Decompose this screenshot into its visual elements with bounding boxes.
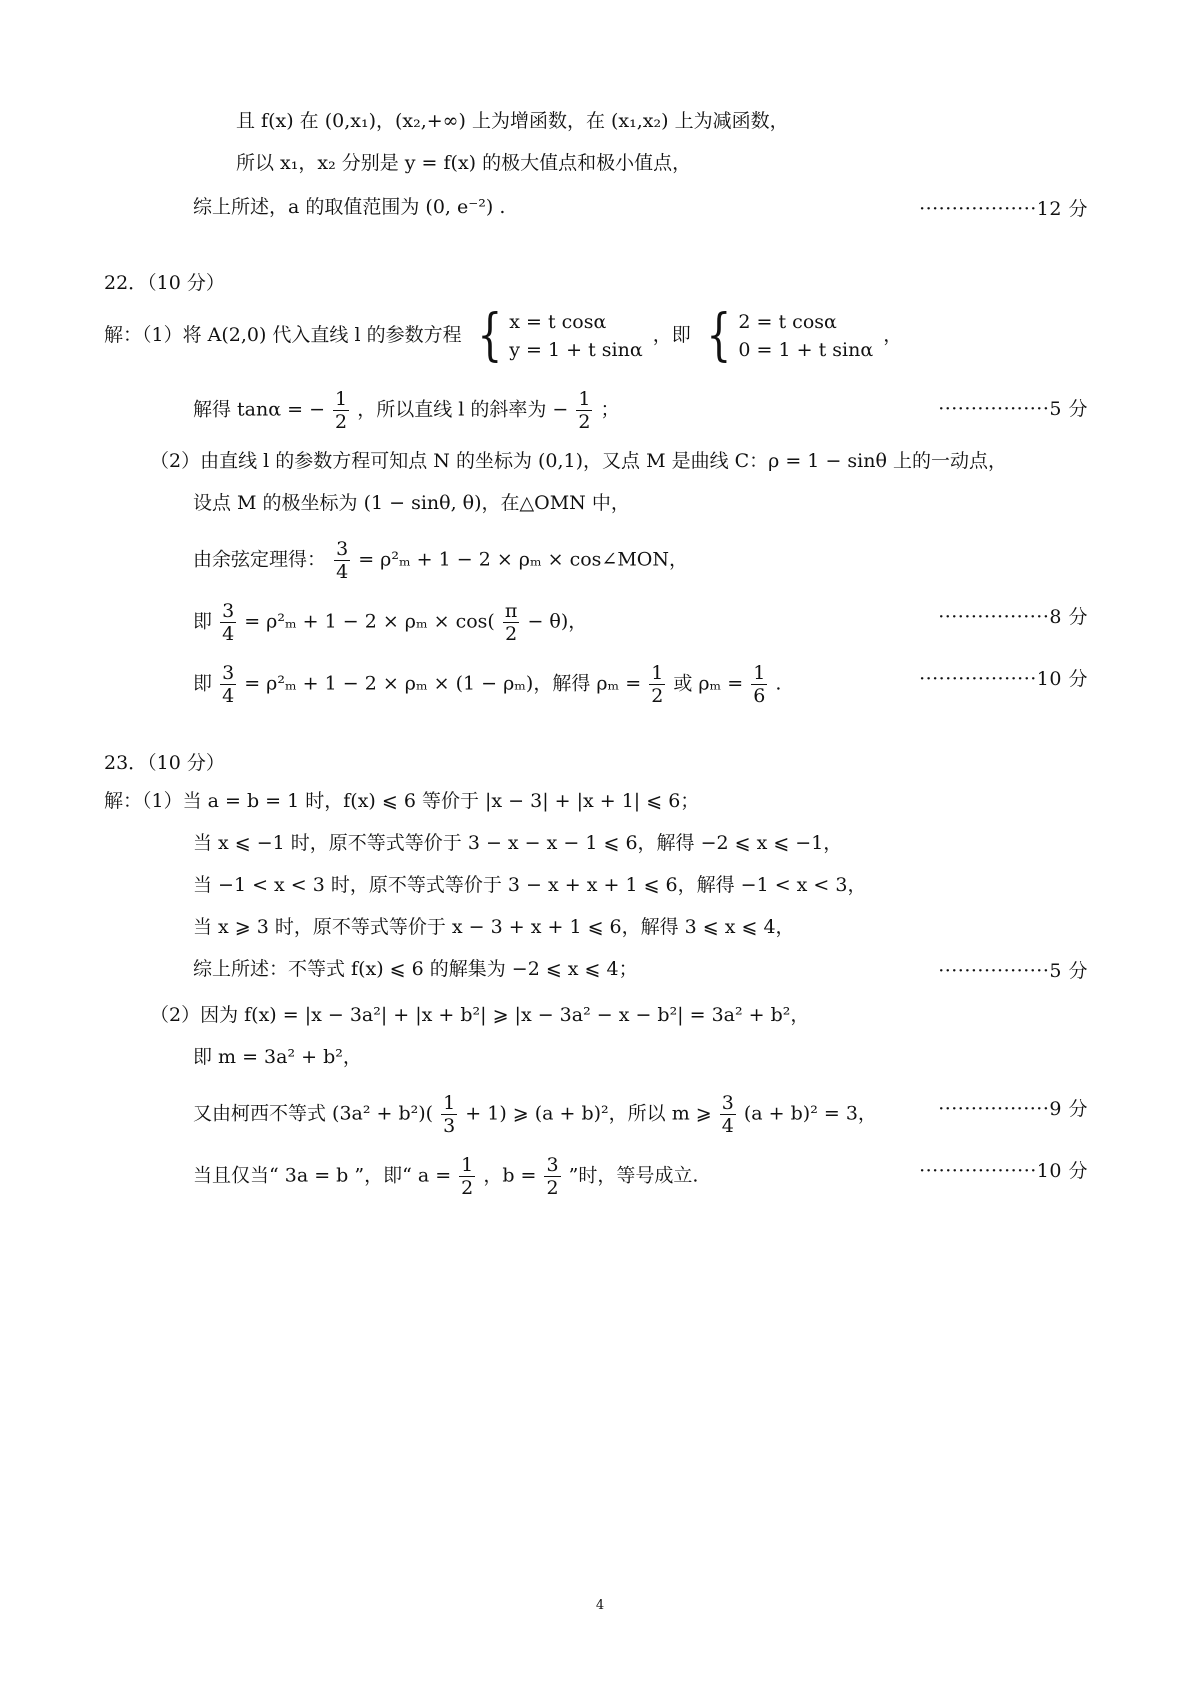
numerator: 1	[651, 662, 664, 684]
text-run: ；	[600, 398, 620, 421]
denominator: 2	[461, 1177, 474, 1199]
text-run: 或 ρₘ =	[673, 672, 744, 695]
score-marker: ·················8 分	[938, 606, 1088, 628]
denominator: 2	[546, 1177, 559, 1199]
fraction	[333, 388, 349, 433]
score-marker: ··················10 分	[919, 668, 1088, 690]
q21-line2: 所以 x₁，x₂ 分别是 y = f(x) 的极大值点和极小值点，	[236, 152, 692, 174]
q23-part1-line2: 当 x ⩽ −1 时，原不等式等价于 3 − x − x − 1 ⩽ 6，解得 −2 ⩽ x ⩽ −1，	[193, 832, 843, 854]
system-eq: x = t cosα	[509, 311, 607, 333]
fraction	[459, 1154, 475, 1199]
q23-part2-line2: 即 m = 3a² + b²，	[193, 1046, 362, 1068]
denominator: 6	[753, 685, 766, 707]
text-run: .	[775, 672, 782, 695]
fraction	[544, 1154, 560, 1199]
text-run: (a + b)² = 3，	[743, 1102, 877, 1125]
denominator: 4	[336, 561, 349, 583]
text-run: − θ)，	[527, 610, 588, 633]
text-run: = ρ²ₘ + 1 − 2 × ρₘ × cos∠MON，	[358, 548, 689, 571]
fraction	[751, 662, 767, 707]
q23-header: 23．（10 分）	[104, 752, 225, 774]
denominator: 3	[443, 1115, 456, 1137]
system-eq: 0 = 1 + t sinα	[738, 339, 874, 361]
score-marker: ·················5 分	[938, 960, 1088, 982]
text-run: 解得 tanα = −	[193, 398, 325, 421]
denominator: 2	[651, 685, 664, 707]
denominator: 2	[578, 411, 591, 433]
left-brace: {	[476, 303, 502, 368]
text-run: ，所以直线 l 的斜率为 −	[357, 398, 569, 421]
left-brace: {	[706, 303, 732, 368]
q21-conclusion: 综上所述，a 的取值范围为 (0, e⁻²) .	[193, 196, 506, 218]
numerator: 3	[222, 662, 235, 684]
q23-part2-line3	[193, 1092, 877, 1137]
numerator: 1	[578, 388, 591, 410]
text-run: = ρ²ₘ + 1 − 2 × ρₘ × (1 − ρₘ)，解得 ρₘ =	[244, 672, 642, 695]
numerator: π	[504, 600, 518, 622]
text-run: ”时，等号成立.	[568, 1164, 699, 1187]
text-run: 由余弦定理得：	[193, 548, 327, 571]
denominator: 2	[335, 411, 348, 433]
q23-part1-line3: 当 −1 < x < 3 时，原不等式等价于 3 − x + x + 1 ⩽ 6，解得 −1 < x < 3，	[193, 874, 867, 896]
numerator: 1	[461, 1154, 474, 1176]
q22-part1-prefix: 解：（1）将 A(2,0) 代入直线 l 的参数方程	[104, 324, 462, 346]
q22-part2-line1: （2）由直线 l 的参数方程可知点 N 的坐标为 (0,1)，又点 M 是曲线 C：ρ = 1 − sinθ 上的一动点，	[150, 450, 1007, 472]
numerator: 3	[336, 538, 349, 560]
text-run: 即	[193, 610, 213, 633]
denominator: 2	[505, 623, 518, 645]
q22-part1-end: ，	[883, 324, 903, 346]
q22-part1-mid: ，即	[652, 324, 691, 346]
text-run: = ρ²ₘ + 1 − 2 × ρₘ × cos(	[244, 610, 495, 633]
q23-part2-line4	[193, 1154, 698, 1199]
numerator: 1	[753, 662, 766, 684]
text-run: 又由柯西不等式 (3a² + b²)(	[193, 1102, 434, 1125]
numerator: 3	[721, 1092, 734, 1114]
denominator: 4	[222, 685, 235, 707]
score-marker: ··················10 分	[919, 1160, 1088, 1182]
q22-part1-line2	[193, 388, 620, 433]
numerator: 3	[222, 600, 235, 622]
q23-part1-line1: 解：（1）当 a = b = 1 时，f(x) ⩽ 6 等价于 |x − 3| + |x + 1| ⩽ 6；	[104, 790, 700, 812]
fraction	[503, 600, 520, 645]
score-marker: ·················9 分	[938, 1098, 1088, 1120]
text-run: ，b =	[483, 1164, 537, 1187]
fraction	[576, 388, 592, 433]
q22-part2-line3	[193, 538, 688, 583]
fraction	[334, 538, 350, 583]
fraction	[220, 600, 236, 645]
fraction	[720, 1092, 736, 1137]
denominator: 4	[721, 1115, 734, 1137]
q23-part1-line4: 当 x ⩾ 3 时，原不等式等价于 x − 3 + x + 1 ⩽ 6，解得 3 ⩽ x ⩽ 4，	[193, 916, 795, 938]
q21-line1: 且 f(x) 在 (0,x₁)，(x₂,+∞) 上为增函数，在 (x₁,x₂) 上为减函数，	[236, 110, 789, 132]
page-number: 4	[595, 1598, 605, 1613]
score-marker: ·················5 分	[938, 398, 1088, 420]
q23-part1-line5: 综上所述：不等式 f(x) ⩽ 6 的解集为 −2 ⩽ x ⩽ 4；	[193, 958, 638, 980]
system-eq: 2 = t cosα	[738, 311, 837, 333]
numerator: 3	[546, 1154, 559, 1176]
text-run: + 1) ⩾ (a + b)²，所以 m ⩾	[465, 1102, 712, 1125]
q22-part2-line4	[193, 600, 587, 645]
numerator: 1	[335, 388, 348, 410]
q22-part1-line1	[104, 303, 903, 368]
text-run: 即	[193, 672, 213, 695]
q22-part2-line2: 设点 M 的极坐标为 (1 − sinθ, θ)，在△OMN 中，	[193, 492, 630, 514]
numerator: 1	[443, 1092, 456, 1114]
q23-part2-line1: （2）因为 f(x) = |x − 3a²| + |x + b²| ⩾ |x − 3a² − x − b²| = 3a² + b²，	[150, 1004, 810, 1026]
denominator: 4	[222, 623, 235, 645]
fraction	[649, 662, 665, 707]
substituted-system	[701, 303, 874, 368]
fraction	[441, 1092, 457, 1137]
q22-header: 22．（10 分）	[104, 272, 225, 294]
system-eq: y = 1 + t sinα	[509, 339, 643, 361]
param-equation-system	[472, 303, 643, 368]
q22-part2-line5	[193, 662, 781, 707]
text-run: 当且仅当“ 3a = b ”，即“ a =	[193, 1164, 452, 1187]
fraction	[220, 662, 236, 707]
score-marker: ··················12 分	[919, 198, 1088, 220]
